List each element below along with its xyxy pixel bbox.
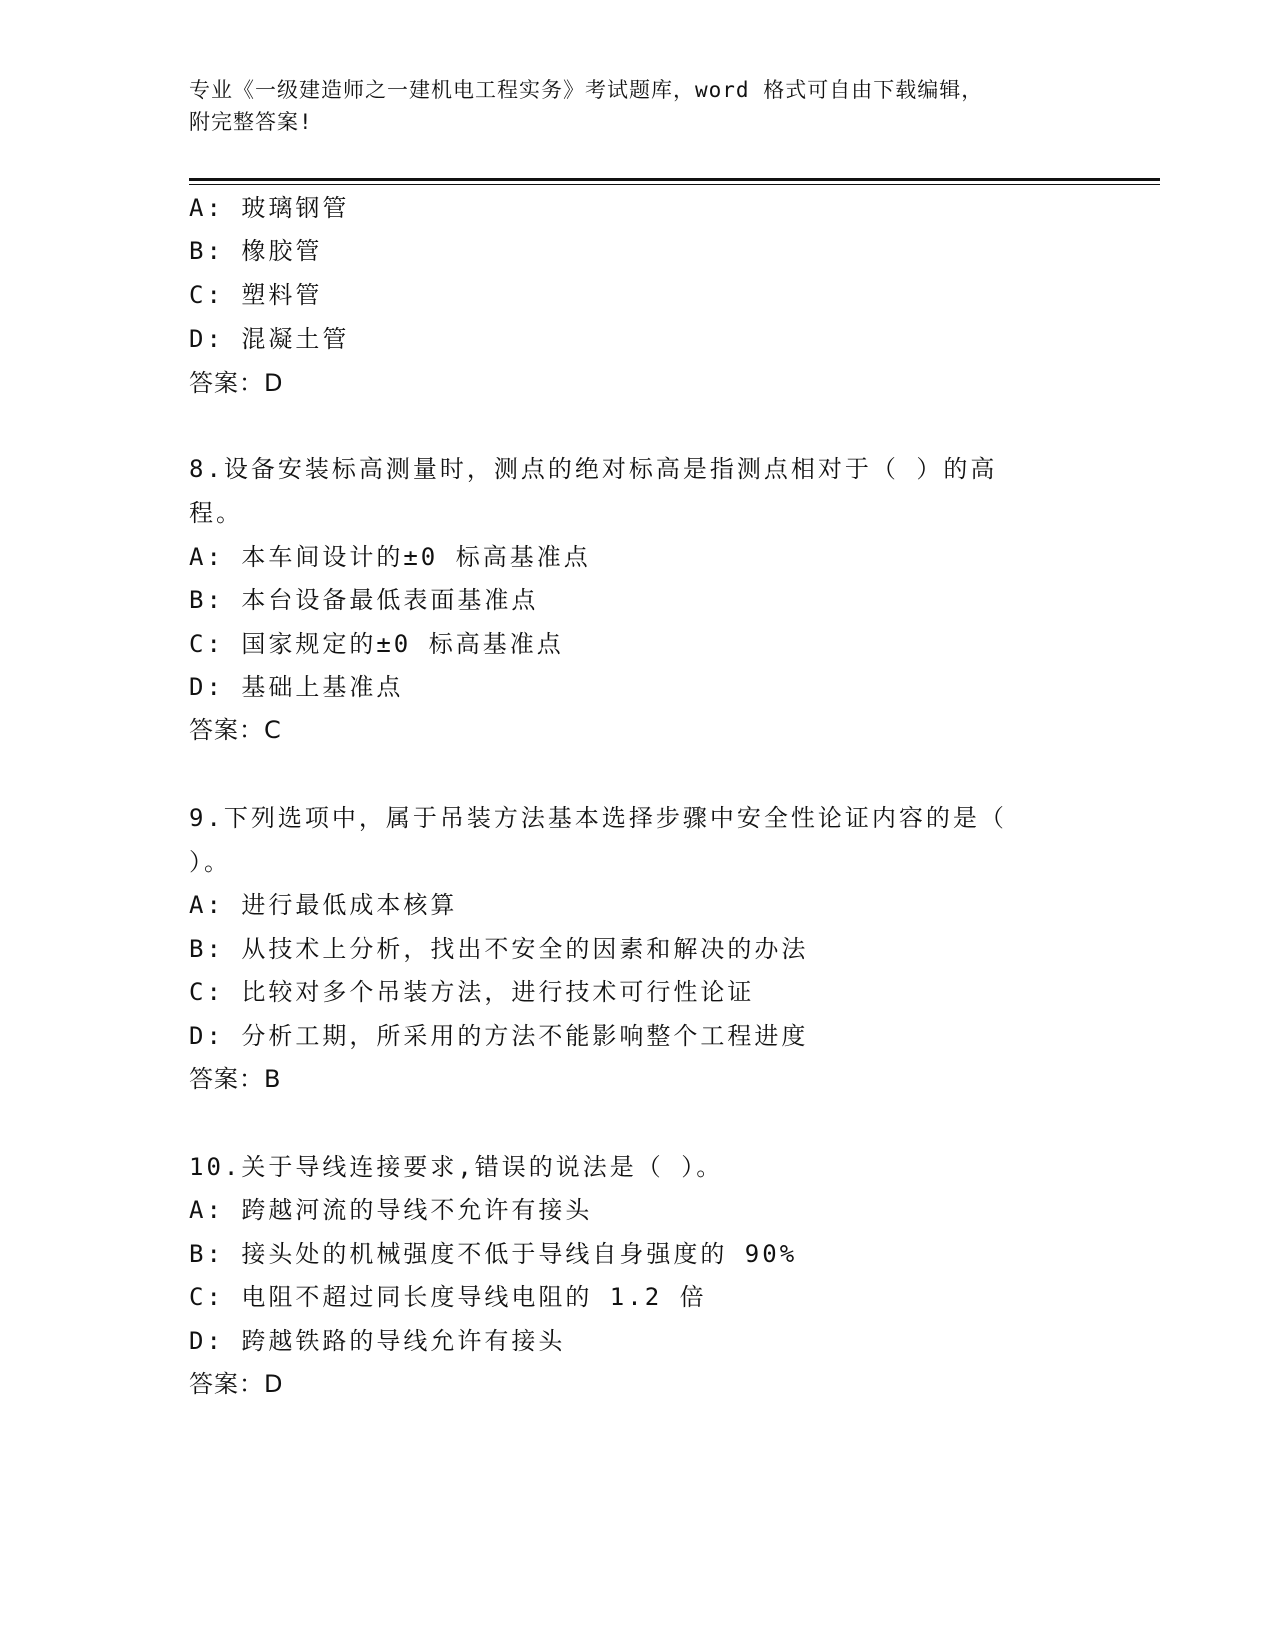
q9-option-c: C: 比较对多个吊装方法，进行技术可行性论证 — [189, 978, 755, 1006]
header-divider-thick — [189, 178, 1160, 181]
q9-option-d: D: 分析工期，所采用的方法不能影响整个工程进度 — [189, 1022, 809, 1050]
q8-stem-line-2: 程。 — [189, 499, 243, 527]
q7-option-a: A: 玻璃钢管 — [189, 194, 350, 222]
q9-option-a: A: 进行最低成本核算 — [189, 891, 458, 919]
q10-option-c: C: 电阻不超过同长度导线电阻的 1.2 倍 — [189, 1283, 707, 1311]
q7-option-b: B: 橡胶管 — [189, 237, 323, 265]
q7-answer: 答案：D — [189, 369, 284, 397]
q9-option-b: B: 从技术上分析，找出不安全的因素和解决的办法 — [189, 935, 809, 963]
q8-option-d: D: 基础上基准点 — [189, 673, 404, 701]
q9-stem-line-2: ）。 — [189, 848, 231, 876]
q8-answer: 答案：C — [189, 716, 282, 744]
q10-option-d: D: 跨越铁路的导线允许有接头 — [189, 1327, 566, 1355]
q8-option-c: C: 国家规定的±0 标高基准点 — [189, 630, 564, 658]
q10-answer: 答案：D — [189, 1370, 284, 1398]
header-line-2: 附完整答案! — [189, 110, 313, 134]
q10-stem-line-1: 10.关于导线连接要求,错误的说法是（ ）。 — [189, 1153, 724, 1181]
q7-option-c: C: 塑料管 — [189, 281, 323, 309]
q10-option-a: A: 跨越河流的导线不允许有接头 — [189, 1196, 593, 1224]
q8-option-b: B: 本台设备最低表面基准点 — [189, 586, 539, 614]
document-header — [189, 74, 1089, 138]
q8-stem-line-1: 8.设备安装标高测量时，测点的绝对标高是指测点相对于（ ）的高 — [189, 455, 998, 483]
header-divider-thin — [189, 184, 1160, 185]
q9-stem-line-1: 9.下列选项中，属于吊装方法基本选择步骤中安全性论证内容的是（ — [189, 804, 1007, 832]
q9-answer: 答案：B — [189, 1065, 282, 1093]
header-line-1: 专业《一级建造师之一建机电工程实务》考试题库，word 格式可自由下载编辑， — [189, 78, 984, 102]
q10-option-b: B: 接头处的机械强度不低于导线自身强度的 90% — [189, 1240, 798, 1268]
q8-option-a: A: 本车间设计的±0 标高基准点 — [189, 543, 591, 571]
q7-option-d: D: 混凝土管 — [189, 325, 350, 353]
